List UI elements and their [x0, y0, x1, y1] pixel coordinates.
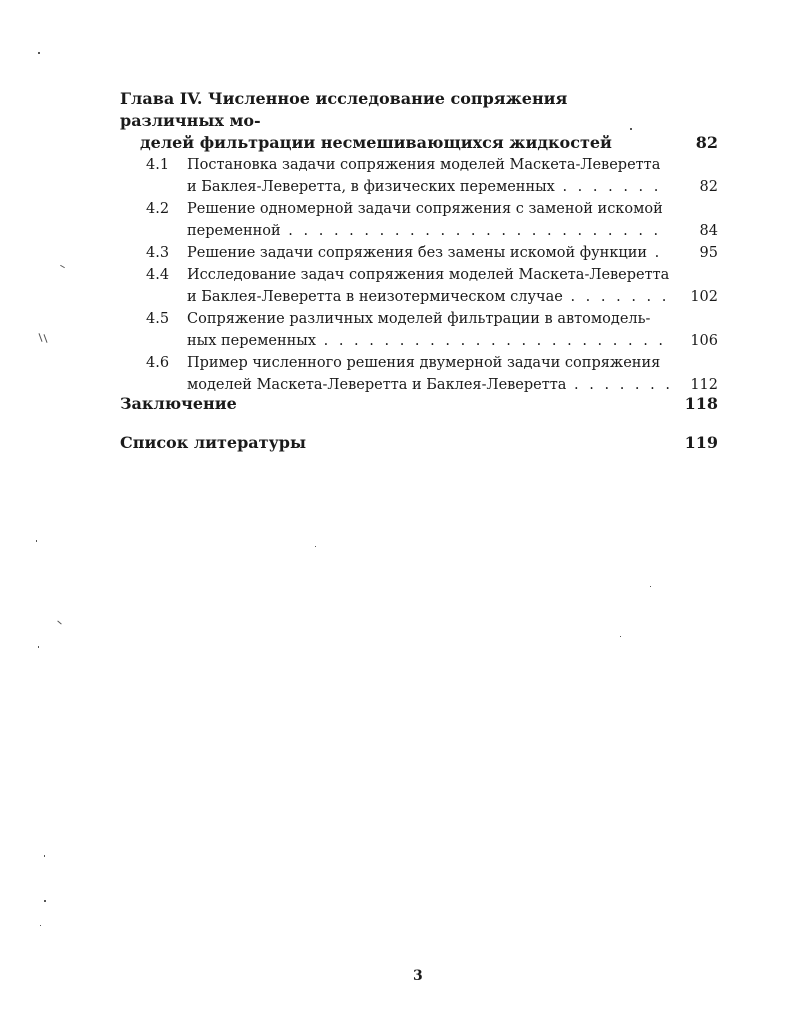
section-title-line: моделей Маскета-Леверетта и Баклея-Леверетта . . .	[187, 374, 670, 396]
scan-speck	[36, 540, 37, 542]
section-number: 4.4	[146, 267, 170, 283]
section-number: 4.5	[146, 311, 170, 327]
scan-speck	[44, 855, 45, 857]
conclusion-entry	[120, 394, 718, 413]
chapter-title-line-1: Глава IV. Численное исследование сопряжения различных мо-	[120, 89, 568, 130]
conclusion-page: 118	[684, 394, 718, 413]
scan-speck	[38, 646, 39, 648]
section-entry	[120, 352, 718, 396]
section-entry	[120, 154, 718, 198]
scan-speck	[43, 334, 47, 343]
scan-speck	[650, 586, 651, 587]
scan-speck	[60, 265, 65, 268]
scan-speck	[315, 546, 316, 547]
chapter-title-line-2: делей фильтрации несмешивающихся жидкостей	[140, 133, 612, 152]
section-title-line: Исследование задач сопряжения моделей Маскета-Леверетта	[187, 267, 670, 283]
section-page: 82	[699, 179, 718, 195]
page-number: 3	[413, 968, 423, 984]
section-title-line: и Баклея-Леверетта, в физических переменных . . .	[187, 176, 670, 198]
scan-speck	[44, 900, 46, 902]
scan-speck	[38, 52, 40, 54]
references-entry	[120, 433, 718, 452]
chapter-page: 82	[695, 133, 718, 152]
section-page: 112	[690, 377, 718, 393]
chapter-entry	[120, 88, 718, 154]
section-number: 4.6	[146, 355, 170, 371]
conclusion-title: Заключение	[120, 394, 237, 413]
references-title: Список литературы	[120, 433, 307, 452]
section-title-line: Сопряжение различных моделей фильтрации в автомодель-	[187, 311, 651, 327]
scan-speck	[630, 128, 632, 130]
scan-speck	[38, 333, 42, 342]
section-title-line: Решение одномерной задачи сопряжения с заменой искомой	[187, 201, 663, 217]
section-title-line: Пример численного решения двумерной задачи сопряжения	[187, 355, 661, 371]
section-title-line: переменной . . .	[187, 220, 670, 242]
section-title-line: ных переменных . . .	[187, 330, 670, 352]
section-entry	[120, 198, 718, 242]
scan-speck	[620, 636, 621, 637]
section-title-line: Решение задачи сопряжения без замены искомой функции . . .	[187, 242, 670, 264]
section-number: 4.2	[146, 201, 170, 217]
references-page: 119	[684, 433, 718, 452]
section-page: 84	[699, 223, 718, 239]
section-title-line: и Баклея-Леверетта в неизотермическом случае . . .	[187, 286, 670, 308]
section-number: 4.1	[146, 157, 170, 173]
scan-speck	[40, 925, 41, 926]
section-number: 4.3	[146, 245, 170, 261]
scan-speck	[57, 621, 61, 625]
section-page: 95	[699, 245, 718, 261]
section-entry	[120, 308, 718, 352]
section-page: 102	[690, 289, 718, 305]
section-entry	[120, 242, 718, 264]
table-of-contents	[120, 88, 718, 396]
section-title-line: Постановка задачи сопряжения моделей Маскета-Леверетта	[187, 157, 661, 173]
section-page: 106	[690, 333, 718, 349]
section-entry	[120, 264, 718, 308]
